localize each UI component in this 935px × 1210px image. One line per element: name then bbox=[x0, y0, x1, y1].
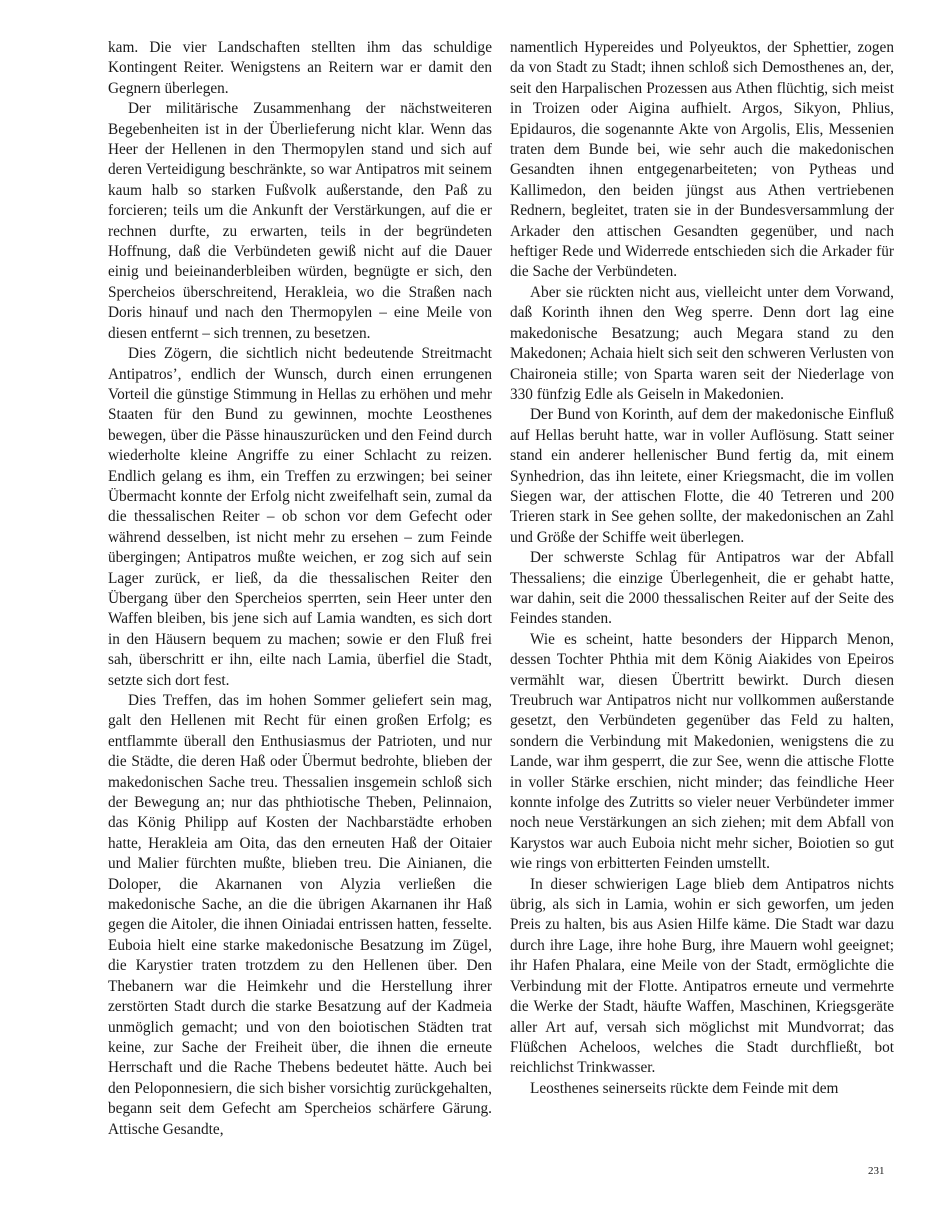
paragraph: Dies Zögern, die sichtlich nicht bedeutende Streitmacht Antipatros’, endlich der Wunsch, durch einen errungenen Vorteil die günstige Stimmung in Hellas zu erhöhen und mehr Staaten für den Bund zu gewinnen, mochte Leosthenes bewegen, über die Pässe hinauszurücken und den Feind durch wiederholte kleine Angriffe zu einer Schlacht zu reizen. Endlich gelang es ihm, ein Treffen zu erzwingen; bei seiner Übermacht konnte der Erfolg nicht zweifelhaft sein, zumal da die thessalischen Reiter – ob schon vor dem Gefecht oder während desselben, ist nicht mehr zu ersehen – zum Feinde übergingen; Antipatros mußte weichen, er zog sich auf sein Lager zurück, er ließ, da die thessalischen Reiter den Übergang über den Spercheios sperrten, sein Heer unter den Waffen bleiben, bis jene sich auf Lamia wandten, es sich dort in den Häusern bequem zu machen; sowie er den Fluß frei sah, überschritt er ihn, eilte nach Lamia, überfiel die Stadt, setzte sich dort fest. bbox=[108, 345, 492, 689]
paragraph: In dieser schwierigen Lage blieb dem Antipatros nichts übrig, als sich in Lamia, wohin er sich geworfen, um jeden Preis zu halten, bis aus Asien Hilfe käme. Die Stadt war dazu durch ihre Lage, ihre hohe Burg, ihre Mauern wohl geeignet; ihr Hafen Phalara, eine Meile von der Stadt, ermöglichte die Verbindung mit der Flotte. Antipatros erneute und vermehrte die Werke der Stadt, häufte Waffen, Maschinen, Kriegsgeräte aller Art auf, versah sich möglichst mit Mundvorrat; das Flüßchen Acheloos, welches die Stadt durchfließt, bot reichlichst Trinkwasser. bbox=[510, 875, 894, 1077]
right-text-column bbox=[510, 38, 894, 1099]
paragraph: Leosthenes seinerseits rückte dem Feinde mit dem bbox=[530, 1079, 839, 1097]
paragraph: Der schwerste Schlag für Antipatros war der Abfall Thessaliens; die einzige Überlegenheit, die er gehabt hatte, war dahin, seit die 2000 thessalischen Reiter auf der Seite des Feindes standen. bbox=[510, 549, 894, 628]
paragraph: Wie es scheint, hatte besonders der Hipparch Menon, dessen Tochter Phthia mit dem König Aiakides von Epeiros vermählt war, diesen Übertritt bewirkt. Durch diesen Treubruch war Antipatros nicht nur vollkommen außerstande gesetzt, den Verbündeten gegenüber das Feld zu halten, sondern die Verbindung mit Makedonien, wenigstens die zu Lande, war ihm gesperrt, die zur See, wenn die attische Flotte in voller Stärke erschien, nicht minder; das feindliche Heer konnte infolge des Zutritts so vieler neuer Verbündeter immer noch neue Verstärkungen an sich ziehen; mit dem Abfall von Karystos war auch Euboia nicht mehr sicher, Boiotien so gut wie rings von erbitterten Feinden umstellt. bbox=[510, 630, 894, 873]
paragraph: Dies Treffen, das im hohen Sommer geliefert sein mag, galt den Hellenen mit Recht für einen großen Erfolg; es entflammte überall den Enthusiasmus der Patrioten, und nur die Städte, die deren Haß oder Übermut bedrohte, blieben der makedonischen Sache treu. Thessalien insgemein schloß sich der Bewegung an; nur das phthiotische Theben, Pelinnaion, das König Philipp auf Kosten der Nachbarstädte erhoben hatte, Herakleia am Oita, das den erneuten Haß der Oitaier und Malier fürchten mußte, blieben treu. Die Ainianen, die Doloper, die Akarnanen von Alyzia verließen die makedonische Sache, an die die übrigen Akarnanen ihr Haß gegen die Aitoler, die ihnen Oiniadai entrissen hatten, fesselte. Euboia hielt eine starke makedonische Besatzung im Zügel, die Karystier traten trotzdem zu den Hellenen über. Den Thebanern war die Heimkehr und die Herstellung ihrer zerstörten Stadt durch die starke Besatzung auf der Kadmeia unmöglich gemacht; und von den boiotischen Städten trat keine, zur Sache der Freiheit über, die ihnen die erneute Herrschaft und die Rache Thebens bedeutet hätte. Auch bei den Peloponnesiern, die sich bisher vorsichtig zurückgehalten, begann seit dem Gefecht am Spercheios schärfere Gärung. Attische Gesandte, bbox=[108, 692, 492, 1138]
paragraph: kam. Die vier Landschaften stellten ihm das schuldige Kontingent Reiter. Wenigstens an Reitern war er damit den Gegnern überlegen. bbox=[108, 39, 492, 97]
page-number: 231 bbox=[868, 1165, 885, 1177]
paragraph: Der Bund von Korinth, auf dem der makedonische Einfluß auf Hellas beruht hatte, war in voller Auflösung. Statt seiner stand ein anderer hellenischer Bund fertig da, mit einem Synhedrion, das ihn leitete, einer Kriegsmacht, die im vollen Siegen war, der attischen Flotte, die 40 Tetreren und 200 Trieren stark in See gehen sollte, der makedonischen an Zahl und Größe der Schiffe weit überlegen. bbox=[510, 406, 894, 546]
paragraph: Aber sie rückten nicht aus, vielleicht unter dem Vorwand, daß Korinth ihnen den Weg sperre. Denn dort lag eine makedonische Besatzung; auch Megara stand zu den Makedonen; Achaia hielt sich seit den schweren Verlusten von Chaironeia stille; von Sparta waren seit der Niederlage von 330 fünfzig Edle als Geiseln in Makedonien. bbox=[510, 283, 894, 403]
paragraph: namentlich Hypereides und Polyeuktos, der Sphettier, zogen da von Stadt zu Stadt; ihnen schloß sich Demosthenes an, der, seit den Harpalischen Prozessen aus Athen flüchtig, sich meist in Troizen oder Aigina aufhielt. Argos, Sikyon, Phlius, Epidauros, die sogenannte Akte von Argolis, Elis, Messenien traten dem Bunde bei, wie sehr auch die makedonischen Gesandten ihnen entgegenarbeiteten; von Pytheas und Kallimedon, den beiden jüngst aus Athen vertriebenen Rednern, begleitet, traten sie in der Bundesversammlung der Arkader den attischen Gesandten gegenüber, und nach heftiger Rede und Widerrede entschieden sich die Arkader für die Sache der Verbündeten. bbox=[510, 39, 894, 281]
left-text-column bbox=[108, 38, 492, 1140]
paragraph: Der militärische Zusammenhang der nächstweiteren Begebenheiten ist in der Überlieferung nicht klar. Wenn das Heer der Hellenen in den Thermopylen stand und sich auf deren Verteidigung beschränkte, so war Antipatros mit seinem kaum halb so starken Fußvolk außerstande, den Paß zu forcieren; teils um die Ankunft der Verstärkungen, auf die er rechnen durfte, zu erwarten, teils in der begründeten Hoffnung, daß die Verbündeten gewiß nicht auf die Dauer einig und beieinanderbleiben würden, begnügte er sich, den Spercheios überschreitend, Herakleia, wo die Straßen nach Doris hinauf und nach den Thermopylen – eine Meile von diesen entfernt – sich trennen, zu besetzen. bbox=[108, 100, 492, 342]
